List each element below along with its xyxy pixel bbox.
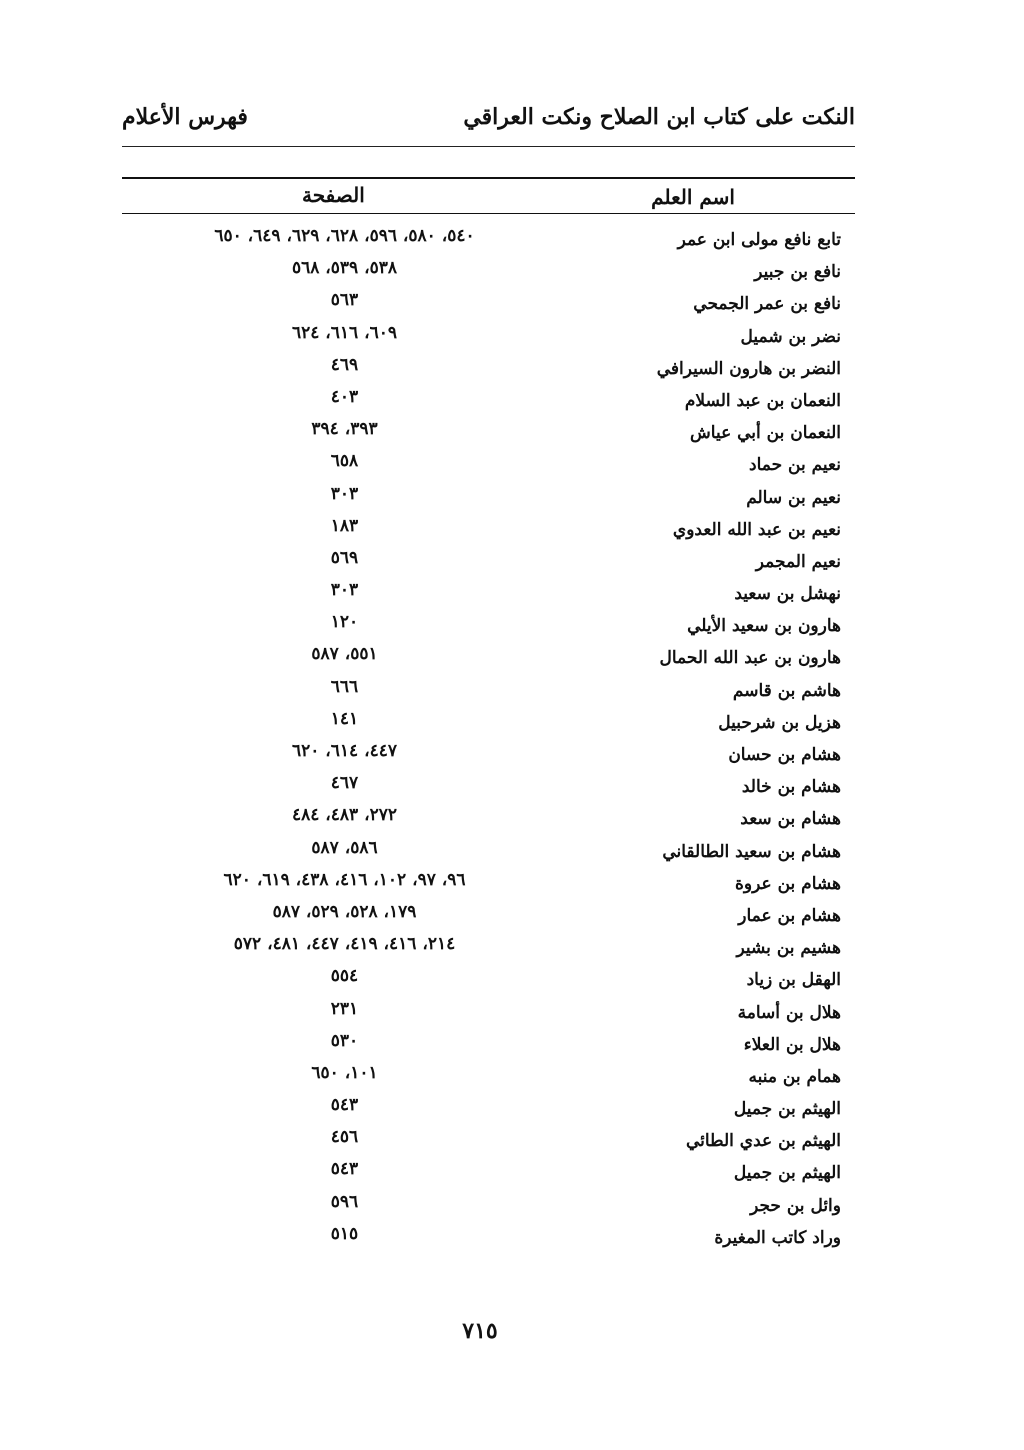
page-references: ٥٣٨، ٥٣٩، ٥٦٨ <box>291 258 398 279</box>
table-row <box>122 385 855 417</box>
table-row <box>122 739 855 771</box>
person-name: هشام بن عروة <box>735 873 841 894</box>
person-name: نعيم بن حماد <box>749 455 841 476</box>
person-name: نعيم بن سالم <box>746 487 841 508</box>
page-references: ٦٠٩، ٦١٦، ٦٢٤ <box>291 322 398 343</box>
page-references: ٢٧٢، ٤٨٣، ٤٨٤ <box>291 805 398 826</box>
index-table-body <box>122 224 855 1254</box>
person-name: هارون بن عبد الله الحمال <box>659 648 841 669</box>
table-row <box>122 514 855 546</box>
header-divider <box>122 146 855 147</box>
table-row <box>122 964 855 996</box>
page-references: ٥٥٤ <box>330 966 359 987</box>
table-top-divider <box>122 177 855 179</box>
table-row <box>122 417 855 449</box>
table-row <box>122 997 855 1029</box>
table-row <box>122 256 855 288</box>
page-number: ٧١٥ <box>462 1318 498 1344</box>
section-title: فهرس الأعلام <box>122 104 248 130</box>
person-name: نافع بن عمر الجمحي <box>693 294 841 315</box>
person-name: همام بن منبه <box>748 1066 841 1087</box>
person-name: نافع بن جبير <box>754 262 841 283</box>
page-references: ٥٤٣ <box>330 1095 359 1116</box>
table-row <box>122 288 855 320</box>
page-references: ١٢٠ <box>330 612 359 633</box>
book-title: النكت على كتاب ابن الصلاح ونكت العراقي <box>463 104 855 130</box>
person-name: هشام بن سعد <box>740 809 841 830</box>
table-row <box>122 1029 855 1061</box>
person-name: هشام بن حسان <box>728 745 841 765</box>
person-name: النضر بن هارون السيرافي <box>656 358 841 379</box>
page-references: ٥٣٠ <box>330 1030 359 1051</box>
table-row <box>122 1222 855 1254</box>
table-header <box>122 183 855 213</box>
page-references: ٢٣١ <box>330 998 359 1019</box>
table-row <box>122 771 855 803</box>
table-row <box>122 642 855 674</box>
table-row <box>122 449 855 481</box>
table-row <box>122 546 855 578</box>
person-name: هشام بن سعيد الطالقاني <box>662 841 841 862</box>
table-row <box>122 353 855 385</box>
page-references: ٦٥٨ <box>330 451 359 472</box>
page-references: ١٤١ <box>330 708 359 729</box>
person-name: هلال بن العلاء <box>743 1034 841 1055</box>
page-references: ١٠١، ٦٥٠ <box>311 1062 378 1083</box>
table-row <box>122 1157 855 1189</box>
page-references: ٤٦٩ <box>330 354 359 375</box>
table-row <box>122 803 855 835</box>
table-row <box>122 610 855 642</box>
page-references: ٣٠٣ <box>330 483 359 504</box>
page-references: ٥٦٣ <box>330 290 359 311</box>
page-references: ٤٥٦ <box>330 1127 359 1148</box>
table-row <box>122 1190 855 1222</box>
page-references: ١٨٣ <box>330 515 359 536</box>
person-name: نعيم بن عبد الله العدوي <box>672 519 841 540</box>
table-row <box>122 224 855 256</box>
person-name: هشام بن خالد <box>741 777 841 798</box>
person-name: الهقل بن زياد <box>746 970 841 991</box>
page-references: ١٧٩، ٥٢٨، ٥٢٩، ٥٨٧ <box>272 901 417 922</box>
person-name: هارون بن سعيد الأيلي <box>687 616 841 637</box>
person-name: نعيم المجمر <box>755 551 841 572</box>
person-name: الهيثم بن عدي الطائي <box>685 1131 841 1152</box>
table-row <box>122 1061 855 1093</box>
page-references: ٤٠٣ <box>330 386 359 407</box>
page-column-header: الصفحة <box>302 183 365 207</box>
page-references: ٣٠٣ <box>330 580 359 601</box>
person-name: هزيل بن شرحبيل <box>718 712 841 733</box>
table-row <box>122 836 855 868</box>
table-row <box>122 868 855 900</box>
person-name: تابع نافع مولى ابن عمر <box>677 230 841 250</box>
page-references: ٣٩٣، ٣٩٤ <box>311 419 378 440</box>
person-name: نضر بن شميل <box>740 326 841 347</box>
page-references: ٥٥١، ٥٨٧ <box>311 644 378 665</box>
running-header <box>122 104 855 138</box>
page-references: ٤٤٧، ٦١٤، ٦٢٠ <box>291 741 398 761</box>
table-row <box>122 321 855 353</box>
table-row <box>122 1125 855 1157</box>
table-row <box>122 578 855 610</box>
person-name: هشيم بن بشير <box>736 938 841 959</box>
person-name: هشام بن عمار <box>738 905 841 926</box>
page-references: ٥٦٩ <box>330 547 359 568</box>
person-name: هاشم بن قاسم <box>732 680 841 701</box>
table-row <box>122 1093 855 1125</box>
table-row <box>122 707 855 739</box>
person-name: هلال بن أسامة <box>737 1002 841 1023</box>
person-name: نهشل بن سعيد <box>734 584 841 605</box>
table-row <box>122 900 855 932</box>
page-references: ٤٦٧ <box>330 773 359 794</box>
person-name: النعمان بن أبي عياش <box>690 423 841 444</box>
table-row <box>122 932 855 964</box>
person-name: وائل بن حجر <box>750 1195 841 1216</box>
person-name: الهيثم بن جميل <box>733 1163 841 1184</box>
page-references: ٥١٥ <box>330 1223 359 1244</box>
table-header-divider <box>122 213 855 214</box>
page-references: ٥٨٦، ٥٨٧ <box>311 837 378 858</box>
table-row <box>122 675 855 707</box>
page-references: ٩٦، ٩٧، ١٠٢، ٤١٦، ٤٣٨، ٦١٩، ٦٢٠ <box>223 869 466 890</box>
person-name: الهيثم بن جميل <box>733 1099 841 1120</box>
page-references: ٦٦٦ <box>330 676 359 697</box>
page-references: ٥٤٠، ٥٨٠، ٥٩٦، ٦٢٨، ٦٢٩، ٦٤٩، ٦٥٠ <box>214 226 475 246</box>
page-references: ٥٩٦ <box>330 1191 359 1212</box>
name-column-header: اسم العلم <box>651 185 735 209</box>
table-row <box>122 482 855 514</box>
page-references: ٢١٤، ٤١٦، ٤١٩، ٤٤٧، ٤٨١، ٥٧٢ <box>233 934 456 955</box>
page-references: ٥٤٣ <box>330 1159 359 1180</box>
person-name: النعمان بن عبد السلام <box>684 390 841 411</box>
person-name: وراد كاتب المغيرة <box>714 1227 841 1248</box>
